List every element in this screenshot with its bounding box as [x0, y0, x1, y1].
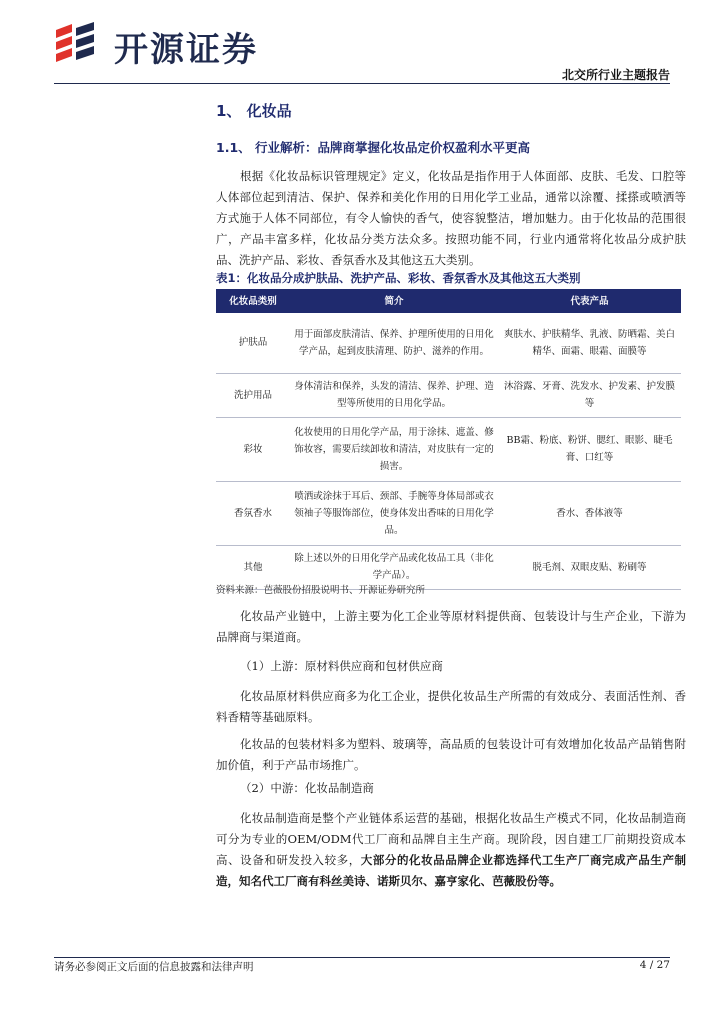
table-header-category: 化妆品类别	[216, 289, 290, 313]
cell-category: 其他	[216, 545, 290, 589]
paragraph-manufacturers	[216, 808, 686, 892]
cell-intro: 除上述以外的日用化学产品或化妆品工具（非化学产品）。	[290, 545, 498, 589]
company-logo	[54, 18, 274, 68]
report-type: 北交所行业主题报告	[561, 68, 670, 82]
footer-disclaimer: 请务必参阅正文后面的信息披露和法律声明	[54, 961, 254, 973]
table-title: 表1：化妆品分成护肤品、洗护产品、彩妆、香氛香水及其他这五大类别	[216, 271, 581, 285]
table-row	[216, 373, 681, 417]
section-title: 1、 化妆品	[216, 102, 292, 120]
table-header-products: 代表产品	[498, 289, 681, 313]
page-number: 4 / 27	[639, 959, 670, 971]
paragraph-raw-materials: 化妆品原材料供应商多为化工企业，提供化妆品生产所需的有效成分、表面活性剂、香料香精等基础原料。	[216, 689, 686, 724]
cell-category: 护肤品	[216, 313, 290, 373]
paragraph-upstream-heading: （1）上游：原材料供应商和包材供应商	[240, 659, 443, 673]
table-row	[216, 313, 681, 373]
paragraph-midstream-heading: （2）中游：化妆品制造商	[240, 781, 374, 795]
paragraph-industry-chain: 化妆品产业链中，上游主要为化工企业等原材料提供商、包装设计与生产企业，下游为品牌商与渠道商。	[216, 609, 686, 644]
cell-intro: 化妆使用的日用化学产品，用于涂抹、遮盖、修饰妆容，需要后续卸妆和清洁，对皮肤有一定的损害。	[290, 417, 498, 481]
cell-products: BB霜、粉底、粉饼、腮红、眼影、睫毛膏、口红等	[498, 417, 681, 481]
table-header-row	[216, 289, 681, 313]
cell-intro: 用于面部皮肤清洁、保养、护理所使用的日用化学产品，起到皮肤清理、防护、滋养的作用。	[290, 313, 498, 373]
table-row	[216, 481, 681, 545]
paragraph-definition: 根据《化妆品标识管理规定》定义，化妆品是指作用于人体面部、皮肤、毛发、口腔等人体部位起到清洁、保护、保养和美化作用的日用化学工业品，通常以涂覆、揉搽或喷洒等方式施于人体不同部位，有令人愉快的香气，使容貌整洁，增加魅力。由于化妆品的范围很广，产品丰富多样，化妆品分类方法众多。按照功能不同，行业内通常将化妆品分成护肤品、洗护产品、彩妆、香氛香水及其他这五大类别。	[216, 169, 686, 267]
cell-products: 沐浴露、牙膏、洗发水、护发素、护发膜等	[498, 373, 681, 417]
cell-category: 彩妆	[216, 417, 290, 481]
manufacturers-text: 化妆品制造商是整个产业链体系运营的基础，根据化妆品生产模式不同，化妆品制造商可分为专业的OEM/ODM代工厂商和品牌自主生产商。现阶段，因自建工厂前期投资成本高、设备和研发投入较多，	[216, 811, 686, 867]
manufacturers-highlight: 大部分的化妆品品牌企业都选择代工生产厂商完成产品生产制造，知名代工厂商有科丝美诗、诺斯贝尔、嘉亨家化、芭薇股份等。	[216, 853, 687, 888]
logo-mark-icon	[54, 22, 100, 66]
cell-products: 爽肤水、护肤精华、乳液、防晒霜、美白精华、面霜、眼霜、面膜等	[498, 313, 681, 373]
table-header-intro: 简介	[290, 289, 498, 313]
table-source: 资料来源：芭薇股份招股说明书、开源证券研究所	[216, 585, 426, 596]
company-name: 开源证券	[114, 30, 258, 70]
subsection-title: 1.1、 行业解析：品牌商掌握化妆品定价权盈利水平更高	[216, 140, 530, 155]
cell-intro: 身体清洁和保养，头发的清洁、保养、护理、造型等所使用的日用化学品。	[290, 373, 498, 417]
cell-category: 香氛香水	[216, 481, 290, 545]
category-table	[216, 289, 681, 590]
table-row	[216, 417, 681, 481]
header-divider	[54, 83, 670, 84]
paragraph-packaging: 化妆品的包装材料多为塑料、玻璃等，高品质的包装设计可有效增加化妆品产品销售附加价值，利于产品市场推广。	[216, 737, 686, 772]
cell-products: 香水、香体液等	[498, 481, 681, 545]
footer-divider	[54, 957, 670, 958]
cell-category: 洗护用品	[216, 373, 290, 417]
cell-products: 脱毛剂、双眼皮贴、粉刷等	[498, 545, 681, 589]
cell-intro: 喷洒或涂抹于耳后、颈部、手腕等身体局部或衣领袖子等服饰部位，使身体发出香味的日用化学品。	[290, 481, 498, 545]
